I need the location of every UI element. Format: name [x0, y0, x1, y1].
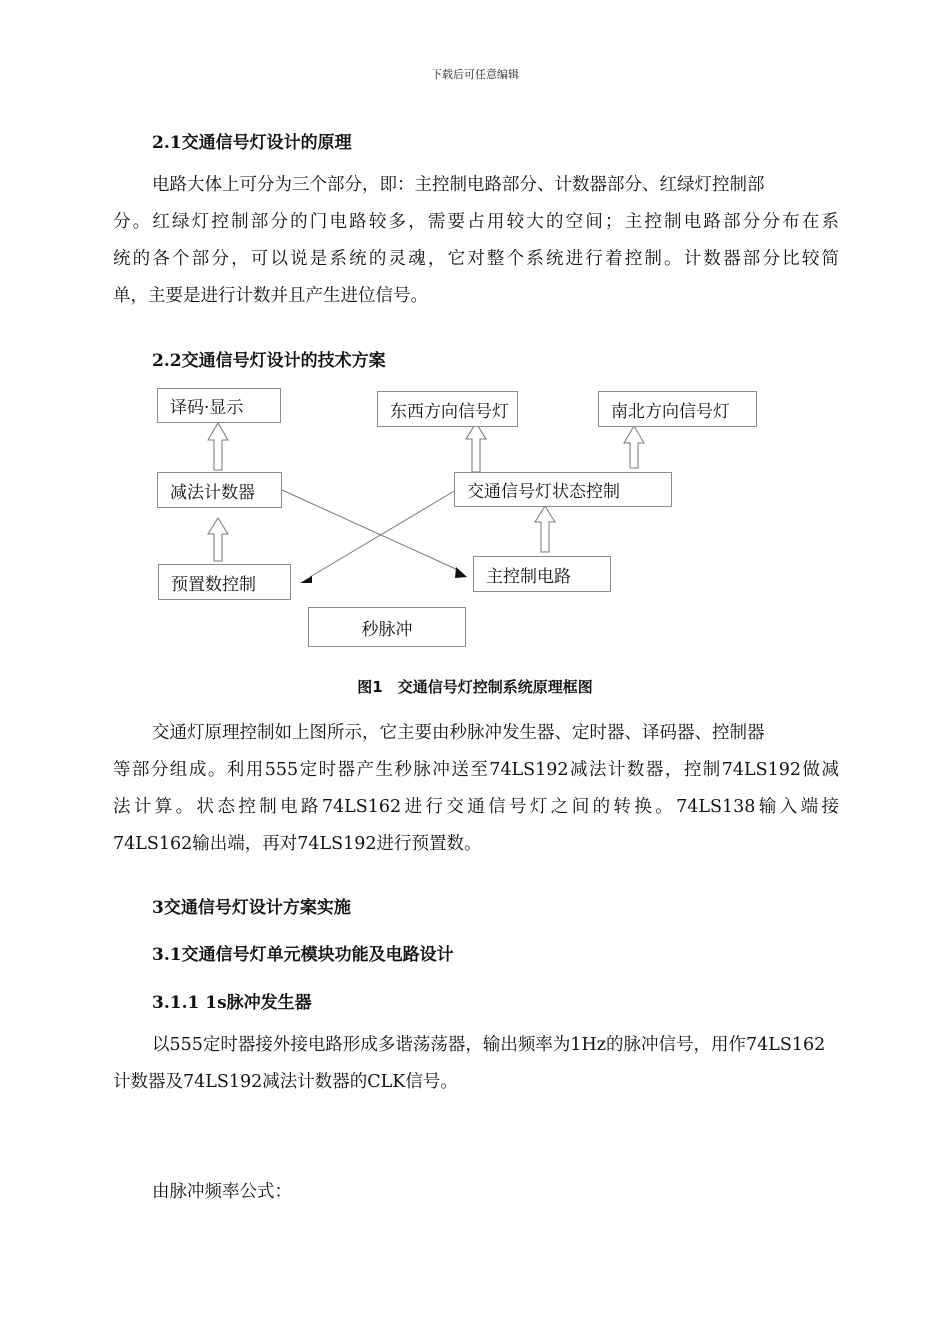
section-2-2-title: 2.2交通信号灯设计的技术方案 — [152, 351, 386, 371]
line-counter-to-main — [282, 490, 458, 570]
arrow-up-preset-to-counter — [208, 518, 228, 561]
section-2-1-title: 2.1交通信号灯设计的原理 — [152, 133, 352, 153]
box-state-control: 交通信号灯状态控制 — [454, 472, 672, 507]
paragraph-line: 计数器及74LS192减法计数器的CLK信号。 — [113, 1072, 458, 1092]
box-down-counter: 减法计数器 — [157, 472, 282, 508]
box-north-south-lights: 南北方向信号灯 — [598, 391, 757, 427]
line-state-to-preset — [310, 490, 456, 577]
paragraph-line: 以555定时器接外接电路形成多谐荡荡器，输出频率为1Hz的脉冲信号，用作74LS162 — [152, 1035, 826, 1055]
section-3-1-1-title: 3.1.1 1s脉冲发生器 — [152, 993, 312, 1013]
arrow-up-main-to-state — [535, 506, 555, 552]
paragraph-line: 分。红绿灯控制部分的门电路较多，需要占用较大的空间；主控制电路部分分布在系 — [113, 212, 839, 232]
paragraph-line: 电路大体上可分为三个部分，即：主控制电路部分、计数器部分、红绿灯控制部 — [152, 175, 765, 195]
arrow-up-state-to-northsouth — [624, 426, 644, 468]
paragraph-line: 等部分组成。利用555定时器产生秒脉冲送至74LS192减法计数器，控制74LS192做减 — [113, 760, 839, 780]
box-preset-control: 预置数控制 — [158, 564, 291, 600]
figure-description-paragraph — [113, 715, 839, 863]
paragraph-line: 统的各个部分，可以说是系统的灵魂，它对整个系统进行着控制。计数器部分比较简 — [113, 249, 839, 269]
box-second-pulse: 秒脉冲 — [308, 607, 466, 647]
paragraph-line: 交通灯原理控制如上图所示，它主要由秒脉冲发生器、定时器、译码器、控制器 — [152, 723, 765, 743]
box-main-control: 主控制电路 — [473, 556, 611, 592]
formula-intro-text: 由脉冲频率公式： — [152, 1182, 292, 1202]
box-decode-display: 译码·显示 — [157, 388, 281, 423]
paragraph-line: 单，主要是进行计数并且产生进位信号。 — [113, 286, 428, 306]
arrowhead-main-control — [455, 567, 467, 578]
formula-intro — [152, 1174, 552, 1211]
section-3-1-title: 3.1交通信号灯单元模块功能及电路设计 — [152, 945, 454, 965]
paragraph-line: 74LS162输出端，再对74LS192进行预置数。 — [113, 834, 482, 854]
box-east-west-lights: 东西方向信号灯 — [377, 391, 518, 427]
section-3-title: 3交通信号灯设计方案实施 — [152, 898, 351, 918]
arrow-up-counter-to-display — [208, 423, 228, 470]
arrow-up-state-to-eastwest — [466, 423, 486, 472]
page-header-note: 下载后可任意编辑 — [431, 68, 519, 81]
figure-caption: 图1 交通信号灯控制系统原理框图 — [357, 678, 593, 696]
pulse-generator-paragraph — [113, 1027, 839, 1101]
paragraph-line: 法计算。状态控制电路74LS162进行交通信号灯之间的转换。74LS138输入端接 — [113, 797, 839, 817]
